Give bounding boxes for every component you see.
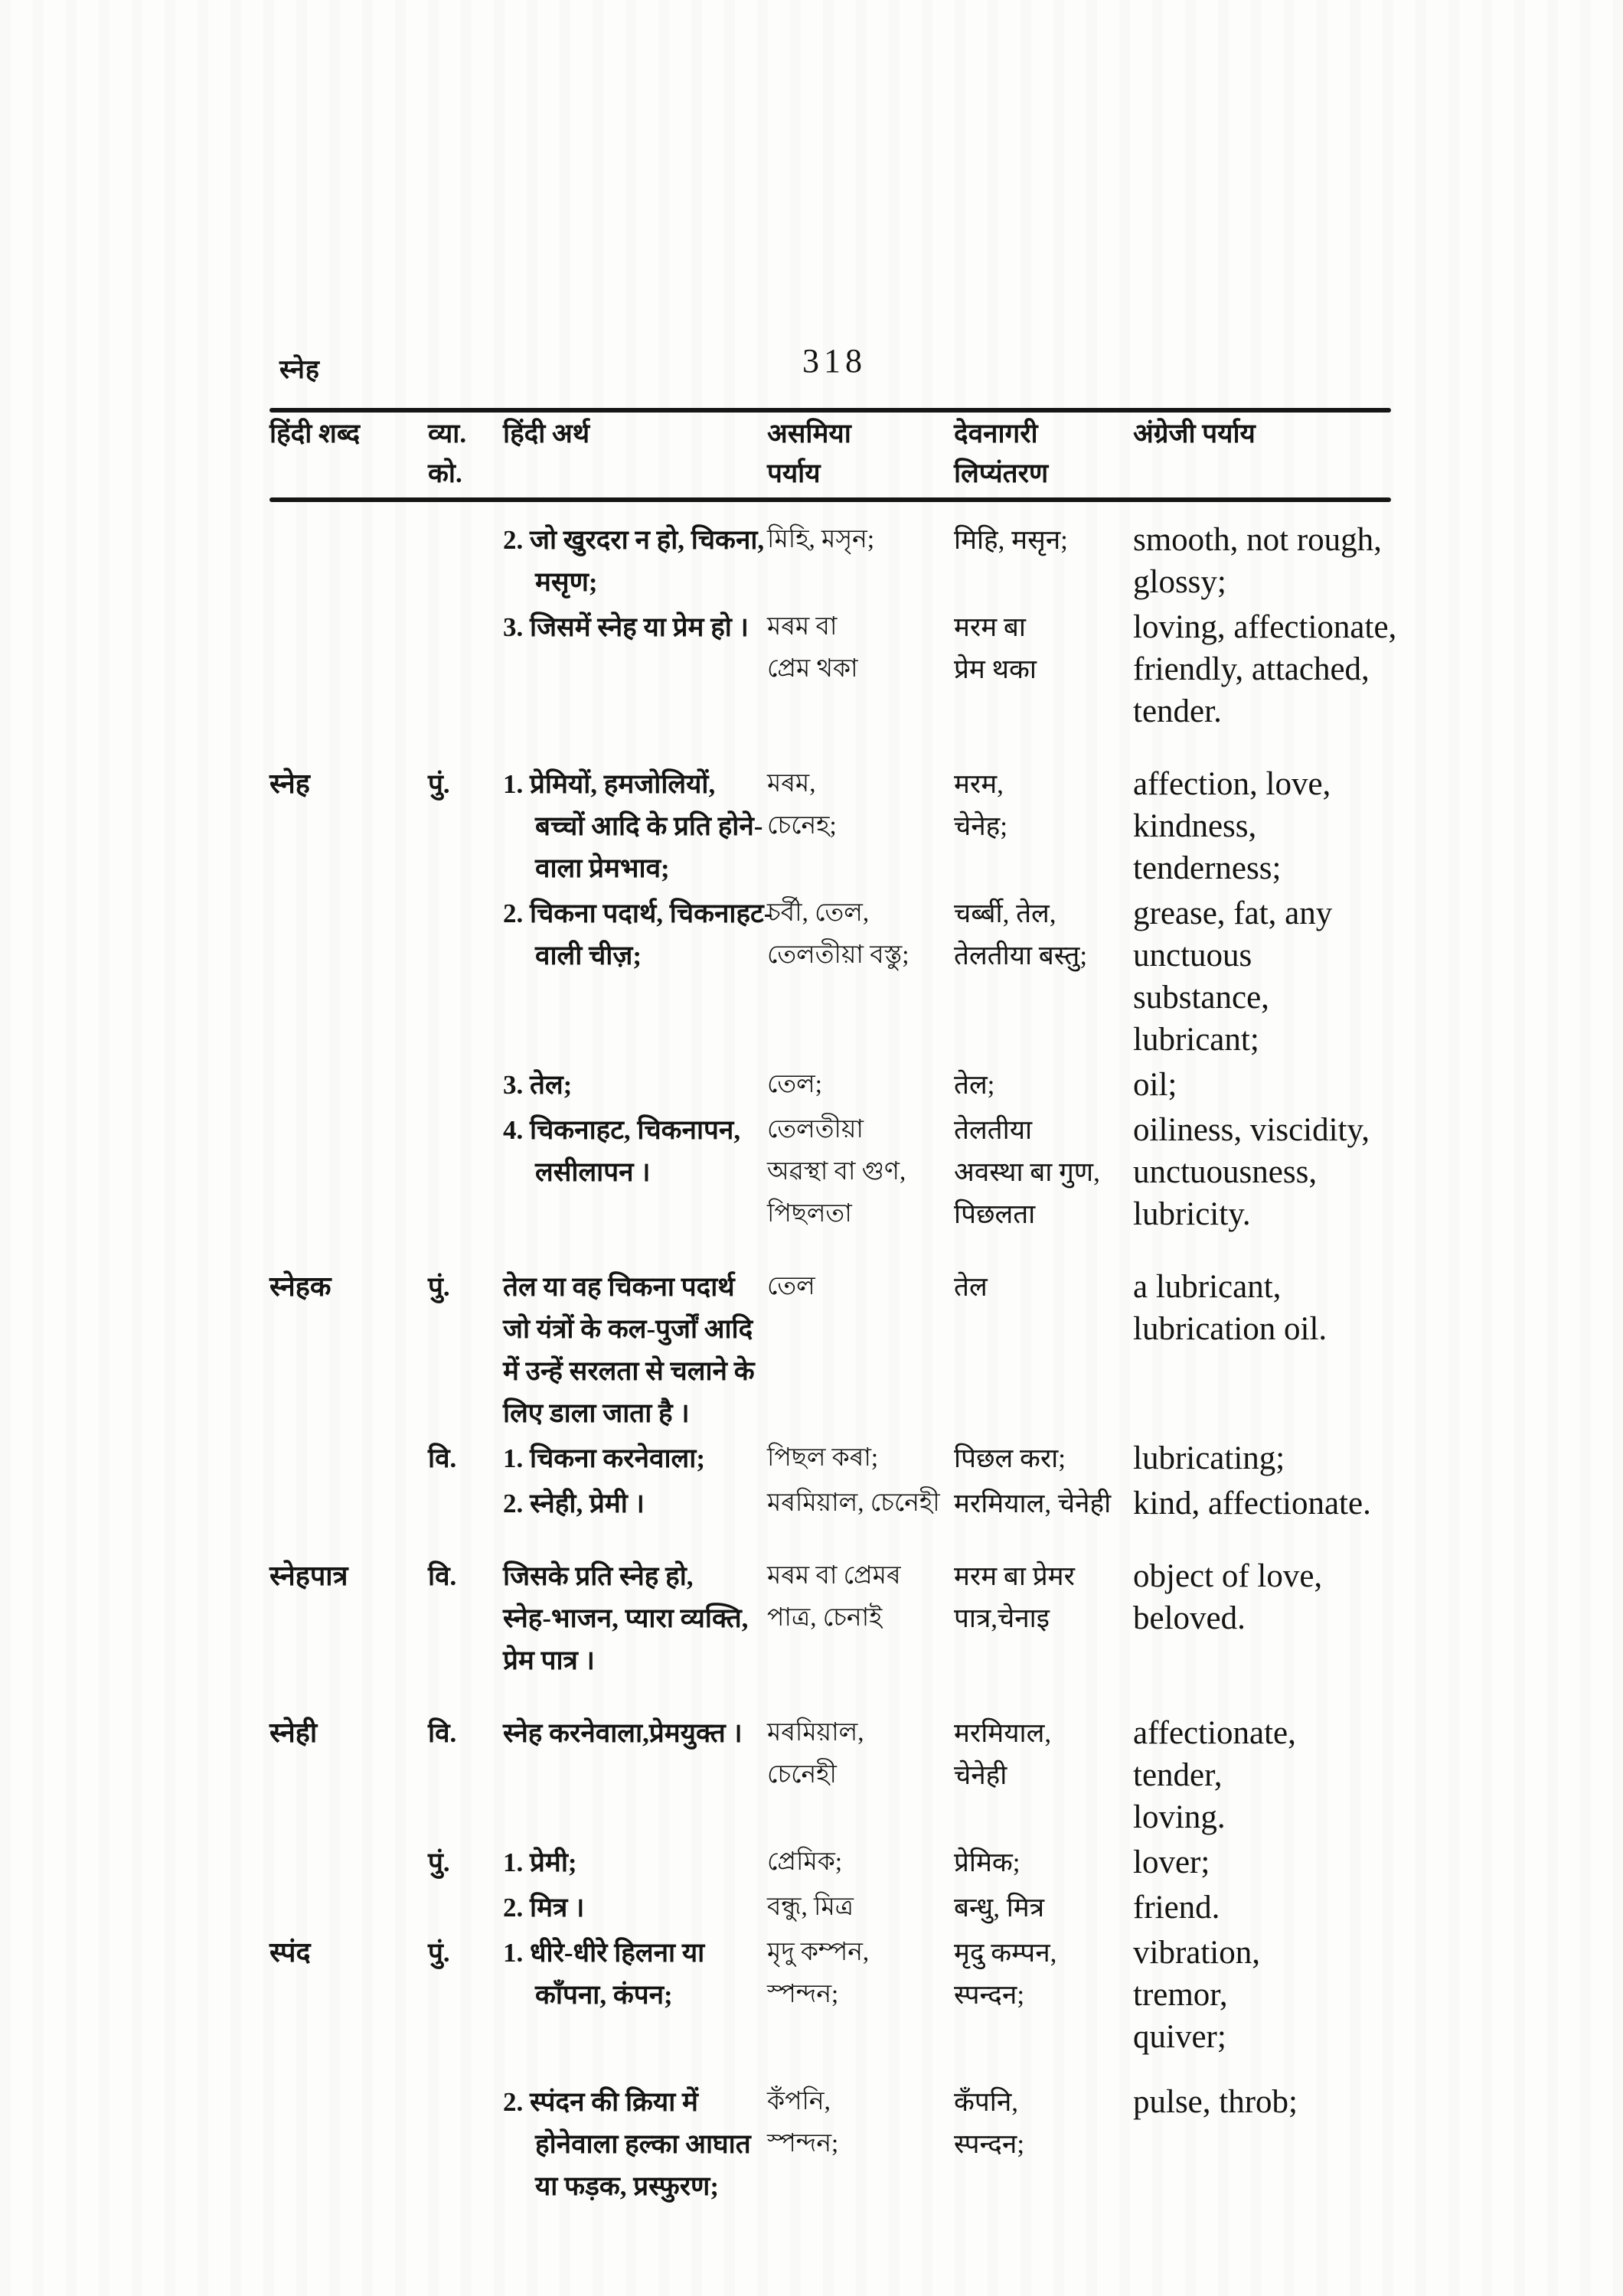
headword-cell (269, 1266, 428, 1308)
english-cell (1133, 763, 1424, 889)
english-cell (1133, 1266, 1424, 1350)
english-cell (1133, 1841, 1424, 1883)
english-line: affection, love, (1133, 766, 1331, 802)
english-cell (1133, 606, 1424, 732)
english-line: kind, affectionate. (1133, 1486, 1371, 1521)
english-line: quiver; (1133, 2019, 1226, 2055)
pos-cell (428, 1841, 503, 1883)
assamese-cell (767, 2081, 954, 2165)
assamese-cell (767, 763, 954, 847)
english-line: oiliness, viscidity, (1133, 1112, 1370, 1148)
hindi-line: लसीलापन । (535, 1157, 651, 1187)
assamese-cell (767, 1555, 954, 1639)
dict-entry-row (269, 1437, 1424, 1479)
english-cell (1133, 2081, 1424, 2123)
hindi-meaning-cell (503, 1064, 767, 1106)
hindi-line: 3. तेल; (503, 1070, 573, 1100)
header-english: अंग्रेजी पर्याय (1133, 419, 1256, 448)
english-line: oil; (1133, 1067, 1177, 1103)
assamese-line: মৰম বা প্ৰেমৰ (767, 1562, 901, 1590)
hindi-line: में उन्हें सरलता से चलाने के (503, 1356, 755, 1386)
devanagari-line: बन्धु, मित्र (954, 1893, 1045, 1923)
hindi-line: जो यंत्रों के कल-पुर्जों आदि (503, 1314, 753, 1344)
devanagari-line: मरमियाल, चेनेही (954, 1489, 1112, 1518)
hindi-line: 2. मित्र । (503, 1893, 585, 1923)
header-hindi-meaning: हिंदी अर्थ (503, 419, 590, 448)
assamese-cell (767, 1266, 954, 1308)
dict-entry-row (269, 2081, 1424, 2207)
assamese-line: অৱস্থা বা গুণ, (767, 1158, 906, 1186)
dict-entry-row (269, 606, 1424, 732)
hindi-line: 2. स्नेही, प्रेमी । (503, 1489, 645, 1518)
pos-cell (428, 1437, 503, 1479)
devanagari-line: चेनेह; (954, 811, 1007, 841)
english-line: lubricant; (1133, 1022, 1259, 1058)
devanagari-line: मरम बा प्रेमर (954, 1561, 1075, 1591)
hindi-meaning-cell (503, 1437, 767, 1479)
english-line: smooth, not rough, (1133, 522, 1382, 558)
devanagari-cell (954, 1555, 1133, 1639)
assamese-cell (767, 1712, 954, 1796)
english-line: lubrication oil. (1133, 1311, 1327, 1347)
header-devanagari-line2: लिप्यंतरण (954, 458, 1049, 488)
assamese-line: তেলতীয়া (767, 1116, 864, 1143)
hindi-line: होनेवाला हल्का आघात (535, 2129, 751, 2159)
devanagari-line: मरम, (954, 769, 1004, 799)
hindi-line: 4. चिकनाहट, चिकनापन, (503, 1115, 741, 1145)
hindi-line: वाली चीज़; (535, 941, 642, 970)
devanagari-cell (954, 1064, 1133, 1106)
devanagari-cell (954, 2081, 1133, 2165)
assamese-line: স্পন্দন; (767, 1981, 839, 2008)
english-cell (1133, 1887, 1424, 1929)
hindi-meaning-cell (503, 1887, 767, 1929)
assamese-cell (767, 1887, 954, 1929)
english-line: tremor, (1133, 1977, 1228, 2013)
devanagari-line: तेलतीया (954, 1115, 1033, 1145)
hindi-meaning-cell (503, 1482, 767, 1525)
devanagari-line: चेनेही (954, 1760, 1007, 1790)
assamese-cell (767, 892, 954, 977)
dict-entry-row (269, 1555, 1424, 1681)
hindi-line: तेल या वह चिकना पदार्थ (503, 1272, 735, 1302)
dict-entry-row (269, 1932, 1424, 2058)
english-line: lubricity. (1133, 1196, 1251, 1232)
english-line: object of love, (1133, 1558, 1323, 1594)
devanagari-line: स्पन्दन; (954, 1980, 1025, 2010)
assamese-line: চেনেহী (767, 1761, 837, 1789)
assamese-line: মৰম, (767, 770, 816, 797)
headword-cell (269, 1712, 428, 1754)
devanagari-cell (954, 1712, 1133, 1796)
assamese-line: পাত্ৰ, চেনাই (767, 1604, 883, 1632)
headword: स्नेहक (269, 1271, 331, 1302)
assamese-line: তেল (767, 1273, 815, 1300)
running-head: स्नेह (279, 356, 320, 384)
devanagari-cell (954, 1266, 1133, 1308)
hindi-line: वाला प्रेमभाव; (535, 853, 670, 883)
assamese-line: চৰ্বী, তেল, (767, 899, 870, 927)
dict-entry-row (269, 1064, 1424, 1106)
assamese-line: মৰমিয়াল, (767, 1719, 864, 1746)
hindi-line: स्नेह करनेवाला,प्रेमयुक्त । (503, 1718, 743, 1748)
table-header-rule (269, 497, 1391, 502)
english-cell (1133, 519, 1424, 603)
header-assamese-line1: असमिया (767, 419, 851, 448)
english-cell (1133, 1482, 1424, 1525)
devanagari-line: मिहि, मसृन; (954, 525, 1068, 555)
header-devanagari-line1: देवनागरी (954, 419, 1038, 448)
pos-cell (428, 1266, 503, 1308)
pos-cell (428, 763, 503, 805)
assamese-line: বন্ধু, মিত্ৰ (767, 1893, 854, 1921)
header-assamese-line2: पर्याय (767, 458, 821, 488)
devanagari-line: तेल; (954, 1070, 995, 1100)
devanagari-line: स्पन्दन; (954, 2129, 1025, 2159)
assamese-line: মৃদু কম্পন, (767, 1939, 870, 1966)
devanagari-line: पात्र,चेनाइ (954, 1603, 1050, 1633)
table-top-rule (269, 408, 1391, 413)
assamese-cell (767, 1109, 954, 1235)
pos-label: पुं. (428, 1272, 450, 1302)
devanagari-line: मरमियाल, (954, 1718, 1052, 1748)
english-cell (1133, 1109, 1424, 1235)
english-line: loving, affectionate, (1133, 609, 1397, 645)
english-line: pulse, throb; (1133, 2084, 1298, 2120)
assamese-line: মৰমিয়াল, চেনেহী (767, 1489, 940, 1517)
headword: स्नेही (269, 1717, 318, 1748)
english-cell (1133, 1712, 1424, 1838)
headword-cell (269, 1932, 428, 1974)
hindi-meaning-cell (503, 606, 767, 648)
devanagari-line: प्रेमिक; (954, 1848, 1020, 1877)
hindi-line: बच्चों आदि के प्रति होने- (535, 811, 763, 841)
pos-cell (428, 1555, 503, 1597)
assamese-line: স্পন্দন; (767, 2130, 839, 2157)
hindi-meaning-cell (503, 1266, 767, 1434)
assamese-cell (767, 1064, 954, 1106)
english-line: loving. (1133, 1799, 1226, 1835)
pos-label: वि. (428, 1561, 457, 1591)
hindi-meaning-cell (503, 519, 767, 603)
hindi-meaning-cell (503, 1841, 767, 1883)
dict-entry-row (269, 519, 1424, 603)
pos-label: वि. (428, 1443, 457, 1473)
devanagari-cell (954, 763, 1133, 847)
hindi-line: या फड़क, प्रस्फुरण; (535, 2171, 719, 2201)
dict-entry-row (269, 1109, 1424, 1235)
table-header (269, 420, 1424, 497)
devanagari-cell (954, 892, 1133, 977)
assamese-cell (767, 1482, 954, 1525)
hindi-line: 1. धीरे-धीरे हिलना या (503, 1938, 705, 1968)
assamese-line: মৰম বা (767, 613, 838, 641)
english-line: lover; (1133, 1844, 1210, 1880)
devanagari-cell (954, 519, 1133, 561)
header-hindi-word: हिंदी शब्द (269, 419, 361, 448)
assamese-line: পিছলতা (767, 1200, 852, 1228)
page-number: 318 (802, 342, 867, 380)
dictionary-table-body (269, 519, 1424, 2207)
devanagari-line: मृदु कम्पन, (954, 1938, 1057, 1968)
devanagari-cell (954, 606, 1133, 690)
hindi-line: 2. चिकना पदार्थ, चिकनाहट- (503, 899, 773, 928)
hindi-line: 2. स्पंदन की क्रिया में (503, 2087, 698, 2117)
english-line: tender. (1133, 693, 1222, 729)
assamese-cell (767, 519, 954, 561)
pos-label: वि. (428, 1718, 457, 1748)
devanagari-line: प्रेम थका (954, 654, 1037, 684)
devanagari-cell (954, 1482, 1133, 1525)
assamese-cell (767, 1437, 954, 1479)
english-line: friend. (1133, 1890, 1220, 1926)
devanagari-cell (954, 1887, 1133, 1929)
dict-entry-row (269, 1841, 1424, 1883)
hindi-line: 2. जो खुरदरा न हो, चिकना, (503, 525, 765, 555)
english-line: kindness, (1133, 808, 1257, 844)
english-line: unctuous (1133, 938, 1252, 974)
english-line: vibration, (1133, 1935, 1260, 1971)
devanagari-line: तेलतीया बस्तु; (954, 941, 1088, 970)
english-line: a lubricant, (1133, 1269, 1282, 1305)
hindi-line: 3. जिसमें स्नेह या प्रेम हो । (503, 612, 749, 642)
hindi-meaning-cell (503, 1109, 767, 1193)
assamese-line: কঁপনি, (767, 2088, 831, 2115)
header-grammar-line1: व्या. (428, 419, 467, 448)
hindi-line: 1. चिकना करनेवाला; (503, 1443, 706, 1473)
dict-entry-row (269, 1887, 1424, 1929)
devanagari-cell (954, 1932, 1133, 2016)
assamese-line: পিছল কৰা; (767, 1444, 879, 1472)
assamese-line: প্ৰেমিক; (767, 1848, 843, 1876)
pos-label: पुं. (428, 1938, 450, 1968)
header-grammar-line2: को. (428, 458, 462, 488)
hindi-meaning-cell (503, 1555, 767, 1681)
english-line: grease, fat, any (1133, 895, 1333, 931)
assamese-line: চেনেহ; (767, 812, 837, 840)
hindi-line: 1. प्रेमियों, हमजोलियों, (503, 769, 716, 799)
english-cell (1133, 1064, 1424, 1106)
hindi-meaning-cell (503, 892, 773, 977)
hindi-line: काँपना, कंपन; (535, 1980, 673, 2010)
english-line: lubricating; (1133, 1440, 1285, 1476)
hindi-line: स्नेह-भाजन, प्यारा व्यक्ति, (503, 1603, 749, 1633)
assamese-line: তেল; (767, 1071, 822, 1098)
devanagari-cell (954, 1437, 1133, 1479)
dict-entry-row (269, 892, 1424, 1061)
devanagari-line: पिछलता (954, 1199, 1036, 1229)
english-line: glossy; (1133, 564, 1226, 600)
hindi-line: प्रेम पात्र । (503, 1645, 595, 1675)
assamese-cell (767, 1932, 954, 2016)
assamese-cell (767, 1841, 954, 1883)
hindi-meaning-cell (503, 2081, 767, 2207)
devanagari-line: पिछल करा; (954, 1443, 1066, 1473)
english-cell (1133, 1932, 1424, 2058)
devanagari-line: चर्ब्बी, तेल, (954, 899, 1056, 928)
english-line: affectionate, (1133, 1715, 1296, 1751)
english-line: unctuousness, (1133, 1154, 1318, 1190)
headword-cell (269, 763, 428, 805)
english-line: beloved. (1133, 1600, 1246, 1636)
dict-entry-row (269, 1712, 1424, 1838)
english-cell (1133, 1437, 1424, 1479)
headword-cell (269, 1555, 428, 1597)
pos-label: पुं. (428, 769, 450, 799)
headword: स्पंद (269, 1937, 311, 1968)
headword: स्नेह (269, 768, 310, 799)
devanagari-cell (954, 1841, 1133, 1883)
devanagari-cell (954, 1109, 1133, 1235)
pos-label: पुं. (428, 1848, 450, 1877)
devanagari-line: कँपनि, (954, 2087, 1019, 2117)
devanagari-line: तेल (954, 1272, 988, 1302)
headword: स्नेहपात्र (269, 1561, 348, 1591)
hindi-line: जिसके प्रति स्नेह हो, (503, 1561, 694, 1591)
dict-entry-row (269, 1482, 1424, 1525)
devanagari-line: मरम बा (954, 612, 1026, 642)
dict-entry-row (269, 1266, 1424, 1434)
hindi-meaning-cell (503, 1932, 767, 2016)
hindi-meaning-cell (503, 763, 767, 889)
english-line: tenderness; (1133, 850, 1282, 886)
english-cell (1133, 892, 1424, 1061)
devanagari-line: अवस्था बा गुण, (954, 1157, 1100, 1187)
assamese-cell (767, 606, 954, 690)
hindi-line: 1. प्रेमी; (503, 1848, 577, 1877)
pos-cell (428, 1712, 503, 1754)
pos-cell (428, 1932, 503, 1974)
english-line: friendly, attached, (1133, 651, 1370, 687)
assamese-line: মিহি, মসৃন; (767, 526, 875, 553)
hindi-line: लिए डाला जाता है । (503, 1398, 690, 1428)
assamese-line: প্ৰেম থকা (767, 655, 858, 683)
hindi-meaning-cell (503, 1712, 767, 1754)
assamese-line: তেলতীয়া বস্তু; (767, 941, 909, 969)
hindi-line: मसृण; (535, 567, 598, 597)
english-line: tender, (1133, 1757, 1223, 1793)
english-cell (1133, 1555, 1424, 1639)
dict-entry-row (269, 763, 1424, 889)
english-line: substance, (1133, 980, 1269, 1016)
